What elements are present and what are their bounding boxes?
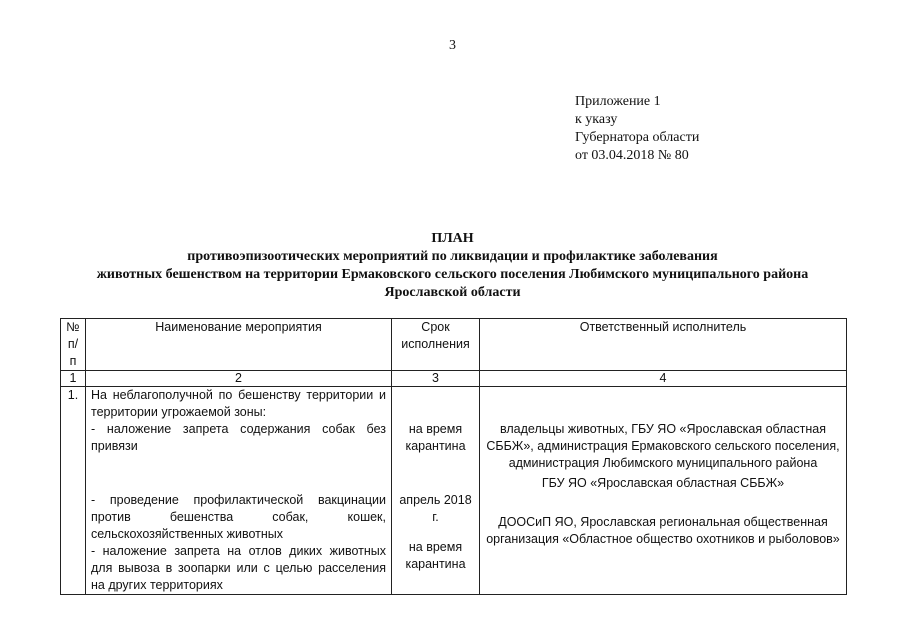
page-number: 3 xyxy=(449,38,456,53)
measure-item: - наложение запрета содержания собак без привязи xyxy=(91,422,386,453)
appendix-line: Приложение 1 xyxy=(575,94,661,109)
term-value: на время карантина xyxy=(405,422,466,453)
plan-title-heading: ПЛАН xyxy=(431,231,474,246)
column-number: 3 xyxy=(392,371,480,387)
term-cell xyxy=(392,387,480,595)
plan-table xyxy=(60,318,847,595)
table-header-row xyxy=(61,319,847,371)
table-row xyxy=(61,387,847,595)
header-no: № п/п xyxy=(61,319,86,371)
appendix-line: от 03.04.2018 № 80 xyxy=(575,148,689,163)
executor-value: владельцы животных, ГБУ ЯО «Ярославская областная СББЖ», администрация Ермаковского сельского поселения, администрация Любимского муниципального района xyxy=(486,422,840,470)
plan-title-line: Ярославской области xyxy=(384,285,521,300)
term-value: на время карантина xyxy=(405,540,466,571)
measure-item: - проведение профилактической вакцинации против бешенства собак, кошек, сельскохозяйственных животных xyxy=(91,493,386,541)
plan-title-line: противоэпизоотических мероприятий по ликвидации и профилактике заболевания xyxy=(187,249,718,264)
row-number: 1. xyxy=(61,387,86,595)
column-number: 4 xyxy=(480,371,847,387)
measure-item: - наложение запрета на отлов диких животных для вывоза в зоопарки или с целью расселения на других территориях xyxy=(91,544,386,592)
header-term: Срок исполнения xyxy=(392,319,480,371)
measure-intro: На неблагополучной по бешенству территории и территории угрожаемой зоны: xyxy=(91,388,386,419)
executor-cell xyxy=(480,387,847,595)
measure-cell xyxy=(86,387,392,595)
column-number: 2 xyxy=(86,371,392,387)
column-number-row xyxy=(61,371,847,387)
term-value: апрель 2018 г. xyxy=(399,493,472,524)
appendix-line: Губернатора области xyxy=(575,130,700,145)
plan-title-line: животных бешенством на территории Ермаковского сельского поселения Любимского муниципального района xyxy=(96,267,809,282)
column-number: 1 xyxy=(61,371,86,387)
appendix-line: к указу xyxy=(575,112,618,127)
executor-value: ДООСиП ЯО, Ярославская региональная общественная организация «Областное общество охотников и рыболовов» xyxy=(486,515,840,546)
header-name: Наименование мероприятия xyxy=(86,319,392,371)
executor-value: ГБУ ЯО «Ярославская областная СББЖ» xyxy=(541,476,785,490)
appendix-reference xyxy=(575,93,699,165)
header-executor: Ответственный исполнитель xyxy=(480,319,847,371)
plan-title xyxy=(40,230,865,302)
